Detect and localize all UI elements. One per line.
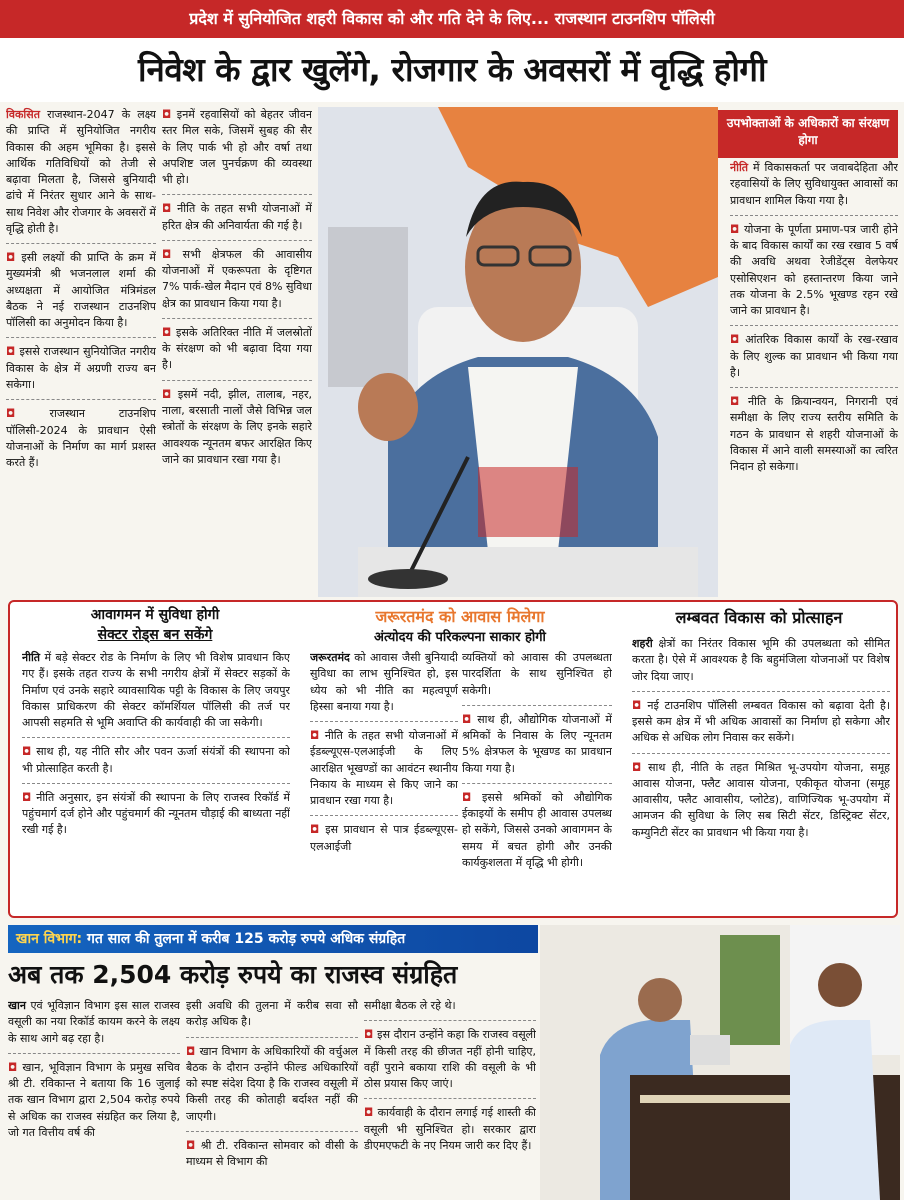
paragraph [162,325,312,374]
paragraph-text: नीति के क्रियान्वयन, निगरानी एवं समीक्षा के लिए राज्य स्तरीय समिति के गठन के प्रावधान से शहरी योजनाओं के विकास में आने वाली समस्याओं का त्वरित निदान हो सकेगा। [730,395,898,474]
paragraph-divider [22,783,290,784]
paragraph-text: साथ ही, नीति के तहत मिश्रित भू-उपयोग योजना, समूह आवास योजना, फ्लैट आवास योजना, एकीकृत योजना (समूह आवासीय, फ्लैट आवासीय, प्लोटेड), वाणिज्यिक भू-उपयोग में आमजन की सुविधा के लिए सब सिटी सेंटर, डिस्ट्रिक्ट सेंटर, कम्युनिटी सेंटर का प्रावधान भी किया गया है। [632,760,890,839]
paragraph [632,698,890,747]
paragraph-text: इससे श्रमिकों को औद्योगिक ईकाइयों के समीप ही आवास उपलब्ध हो सकेंगे, जिससे उनको आवागमन के समय में बचत होगी और उनकी कार्यकुशलता में वृद्धि भी होगी। [462,790,612,869]
paragraph-divider [162,318,312,319]
paragraph [462,712,612,777]
paragraph [310,728,458,809]
paragraph-text: इनमें रहवासियों को बेहतर जीवन स्तर मिल सके, जिसमें सुबह की सैर के लिए पार्क भी हो और वर्षा तथा अपशिष्ट जल पुनर्चक्रण की व्यवस्था भी हो। [162,108,312,187]
khan-headline: अब तक 2,504 करोड़ रुपये का राजस्व संग्रहित [8,960,458,989]
paragraph [186,998,358,1031]
khan-banner-text: गत साल की तुलना में करीब 125 करोड़ रुपये अधिक संग्रहित [82,931,406,947]
top-banner: प्रदेश में सुनियोजित शहरी विकास को और गति देने के लिए... राजस्थान टाउनशिप पॉलिसी [0,0,904,38]
sec1-body [22,650,290,912]
paragraph-text: को आवास जैसी बुनियादी सुविधा का लाभ सुनिश्चित हो, इस ध्येय को भी नीति का महत्वपूर्ण हिस्सा बनाया गया है। [310,651,458,713]
paragraph [162,201,312,234]
main-headline: निवेश के द्वार खुलेंगे, रोजगार के अवसरों में वृद्धि होगी [0,38,904,102]
khan-banner-label: खान विभाग: [16,931,83,947]
paragraph [6,344,156,393]
sec2-subtitle: अंत्योदय की परिकल्पना साकार होगी [374,630,546,645]
paragraph-text: राजस्थान टाउनशिप पॉलिसी-2024 के प्रावधान ऐसी योजनाओं के निर्माण का मार्ग प्रशस्त करते हैं। [6,407,156,470]
paragraph [462,790,612,871]
paragraph-text: इसमें नदी, झील, तालाब, नहर, नाला, बरसाती नालों जैसे विभिन्न जल स्त्रोतों के संरक्षण के लिए इनके सहारे आवश्यक न्यूनतम बफर आरक्षित किए जाने का प्रावधान रखा गया है। [162,387,312,466]
lead-word: खान [8,999,26,1012]
khan-column-3 [364,998,536,1198]
paragraph [22,650,290,731]
lead-word: विकसित [6,108,40,121]
paragraph-text: नीति अनुसार, इन संयंत्रों की स्थापना के लिए राजस्व रिकॉर्ड में पहुंचमार्ग दर्ज होने और पहुंचमार्ग की न्यूनतम चौड़ाई की बाध्यता नहीं रखी गई है। [22,790,290,837]
paragraph [162,247,312,312]
paragraph [364,1105,536,1154]
paragraph [730,160,898,209]
khan-column-2 [186,998,358,1198]
paragraph-text: क्षेत्रों का निरंतर विकास भूमि की उपलब्धता को सीमित करता है। ऐसे में आवश्यक है कि बहुमंजिला योजनाओं पर विशेष जोर दिया जाए। [632,637,890,683]
paragraph [632,636,890,685]
paragraph [310,650,458,715]
meeting-illustration [540,925,900,1200]
sec2-column-b [462,650,612,912]
paragraph-text: कार्यवाही के दौरान लगाई गई शास्ती की वसूली भी सुनिश्चित हो। सरकार द्वारा डीएमएफटी के नए नियम जारी कर दिए हैं। [364,1106,536,1152]
paragraph-divider [462,705,612,706]
article-column-1 [6,107,156,597]
lead-word: जरूरतमंद [310,651,350,664]
paragraph [6,107,156,237]
paragraph [364,1027,536,1092]
paragraph-text: इस प्रावधान से पात्र ईडब्ल्यूएस-एलआईजी [310,823,458,853]
lead-word: शहरी [632,637,653,650]
paragraph-divider [6,243,156,244]
paragraph-divider [8,1053,180,1054]
minister-illustration [318,107,718,597]
sec1-title: आवागमन में सुविधा होगी [90,607,220,623]
rightbox-title: उपभोक्ताओं के अधिकारों का संरक्षण होगा [718,110,898,158]
paragraph [730,394,898,475]
paragraph-divider [632,753,890,754]
paragraph-text: श्री टी. रविकान्त सोमवार को वीसी के माध्यम से विभाग की [186,1138,358,1169]
paragraph-text: में विकासकर्ता पर जवाबदेहिता और रहवासियों के लिए सुविधायुक्त आवासों का प्रावधान शामिल किया गया है। [730,161,898,207]
sec1-subtitle: सेक्टर रोड्स बन सकेंगे [97,627,213,643]
paragraph [162,387,312,468]
paragraph-text: इस दौरान उन्होंने कहा कि राजस्व वसूली में किसी तरह की छीजत नहीं होनी चाहिए, वहीं पुराने बकाया राशि की वसूली के भी ठोस प्रयास किए जाएं। [364,1028,536,1091]
lead-word: नीति [22,651,41,664]
paragraph-text: खान, भूविज्ञान विभाग के प्रमुख सचिव श्री टी. रविकान्त ने बताया कि 16 जुलाई तक खान विभाग द्वारा 2,504 करोड़ रुपये से अधिक का राजस्व संग्रहित कर लिया है, जो गत वित्तीय वर्ष की [8,1060,180,1139]
paragraph [22,790,290,839]
lead-word: नीति [730,161,749,174]
paragraph [162,107,312,188]
paragraph-divider [730,387,898,388]
paragraph [6,250,156,331]
paragraph-text: योजना के पूर्णता प्रमाण-पत्र जारी होने के बाद विकास कार्यों का रख रखाव 5 वर्ष की अवधि अथवा रेजीडेंट्स वेलफेयर एसोसिएशन को हस्तान्तरण किया जाने तक योजना के 2.5% भूखण्ड रहन रखे जाने का प्रावधान है। [730,222,898,318]
paragraph-text: खान विभाग के अधिकारियों की वर्चुअल बैठक के दौरान उन्होंने फील्ड अधिकारियों को स्पष्ट संदेश दिया है कि राजस्व वसूली में किसी तरह की कोताही बर्दाश्त नहीं की जाएगी। [186,1044,358,1123]
paragraph-divider [462,783,612,784]
paragraph-text: इसके अतिरिक्त नीति में जलस्रोतों के संरक्षण को भी बढ़ावा दिया गया है। [162,325,312,372]
paragraph-text: में बड़े सेक्टर रोड के निर्माण के लिए भी विशेष प्रावधान किए गए हैं। इसके तहत राज्य के सभी नगरीय क्षेत्रों में सेक्टर सड़कों के निर्माण एवं उनके सहारे व्यावसायिक पट्टी के विकास के लिए जयपुर विकास प्राधिकरण की सेक्टर कॉमर्शियल पॉलिसी की तर्ज पर आपसी सहमति से भूमि अवाप्ति की कार्यवाही की जा सकेगी। [22,651,290,730]
paragraph-text: इसी लक्ष्यों की प्राप्ति के क्रम में मुख्यमंत्री श्री भजनलाल शर्मा की अध्यक्षता में आयोजित मंत्रिमंडल बैठक ने नई राजस्थान टाउनशिप पॉलिसी का अनुमोदन किया है। [6,251,156,330]
paragraph-text: नीति के तहत सभी योजनाओं में ईडब्ल्यूएस-एलआईजी के लिए आरक्षित भूखण्डों का आवंटन स्थानीय निकाय के माध्यम से किए जाने का प्रावधान रखा गया है। [310,729,458,808]
paragraph-text: साथ ही, औद्योगिक योजनाओं में श्रमिकों के निवास के लिए न्यूनतम 5% क्षेत्रफल के भूखण्ड का प्रावधान किया गया है। [462,712,612,775]
paragraph [730,222,898,320]
paragraph-divider [162,380,312,381]
paragraph [632,760,890,841]
paragraph-text: इसी अवधि की तुलना में करीब सवा सौ करोड़ अधिक है। [186,999,358,1029]
paragraph-text: इससे राजस्थान सुनियोजित नगरीय विकास के क्षेत्र में अग्रणी राज्य बन सकेगा। [6,345,156,391]
khan-column-1 [8,998,180,1198]
sec2-column-a [310,650,458,912]
paragraph-divider [730,325,898,326]
paragraph [462,650,612,699]
paragraph-divider [364,1098,536,1099]
paragraph-divider [186,1037,358,1038]
paragraph-divider [22,737,290,738]
paragraph [186,1138,358,1171]
khan-banner [8,925,538,953]
paragraph-text: राजस्थान-2047 के लक्ष्य की प्राप्ति में सुनियोजित नगरीय विकास की अहम भूमिका है। इससे आर्थिक गतिविधियों को तेजी से बढ़ावा मिलता है, जिससे बुनियादी ढांचे में निरंतर सुधार आने के साथ-साथ निवेश और रोजगार के अवसरों में वृद्धि होती है। [6,108,156,235]
minister-photo [318,107,718,597]
paragraph [8,1060,180,1141]
paragraph-text: समीक्षा बैठक ले रहे थे। [364,999,456,1012]
paragraph-text: व्यक्तियों को आवास की उपलब्धता पारदर्शिता के साथ सुनिश्चित हो सकेगी। [462,651,612,697]
paragraph-divider [632,691,890,692]
paragraph [186,1044,358,1125]
paragraph-text: एवं भूविज्ञान विभाग इस साल राजस्व वसूली का नया रिकॉर्ड कायम करने के लक्ष्य के साथ आगे बढ़ रहा है। [8,999,180,1045]
paragraph-divider [162,240,312,241]
paragraph [310,822,458,855]
sec3-body [632,636,890,912]
meeting-photo [540,925,900,1200]
paragraph-divider [364,1020,536,1021]
sec2-title: जरूरतमंद को आवास मिलेगा [375,607,545,626]
paragraph [22,744,290,777]
article-column-2 [162,107,312,597]
paragraph [6,406,156,471]
paragraph-divider [310,721,458,722]
paragraph-divider [186,1131,358,1132]
paragraph-text: सभी क्षेत्रफल की आवासीय योजनाओं में एकरूपता के दृष्टिगत 7% पार्क-खेल मैदान एवं 8% सुविधा क्षेत्र का प्रावधान किया गया है। [162,247,312,310]
paragraph-text: आंतरिक विकास कार्यों के रख-रखाव के लिए शुल्क का प्रावधान भी किया गया है। [730,333,898,379]
paragraph-divider [6,337,156,338]
paragraph-divider [310,815,458,816]
paragraph-divider [6,399,156,400]
paragraph [8,998,180,1047]
paragraph-text: साथ ही, यह नीति सौर और पवन ऊर्जा संयंत्रों की स्थापना को भी प्रोत्साहित करती है। [22,745,290,775]
paragraph-divider [162,194,312,195]
paragraph-text: नई टाउनशिप पॉलिसी लम्बवत विकास को बढ़ावा देती है। इससे कम क्षेत्र में भी अधिक आवासों का निर्माण हो सकेगा और अधिक से अधिक लोग निवास कर सकेंगे। [632,698,890,745]
paragraph-divider [730,215,898,216]
paragraph [730,332,898,381]
paragraph [364,998,536,1014]
rightbox-body [730,160,898,597]
paragraph-text: नीति के तहत सभी योजनाओं में हरित क्षेत्र की अनिवार्यता की गई है। [162,202,312,232]
sec3-title: लम्बवत विकास को प्रोत्साहन [675,608,843,627]
